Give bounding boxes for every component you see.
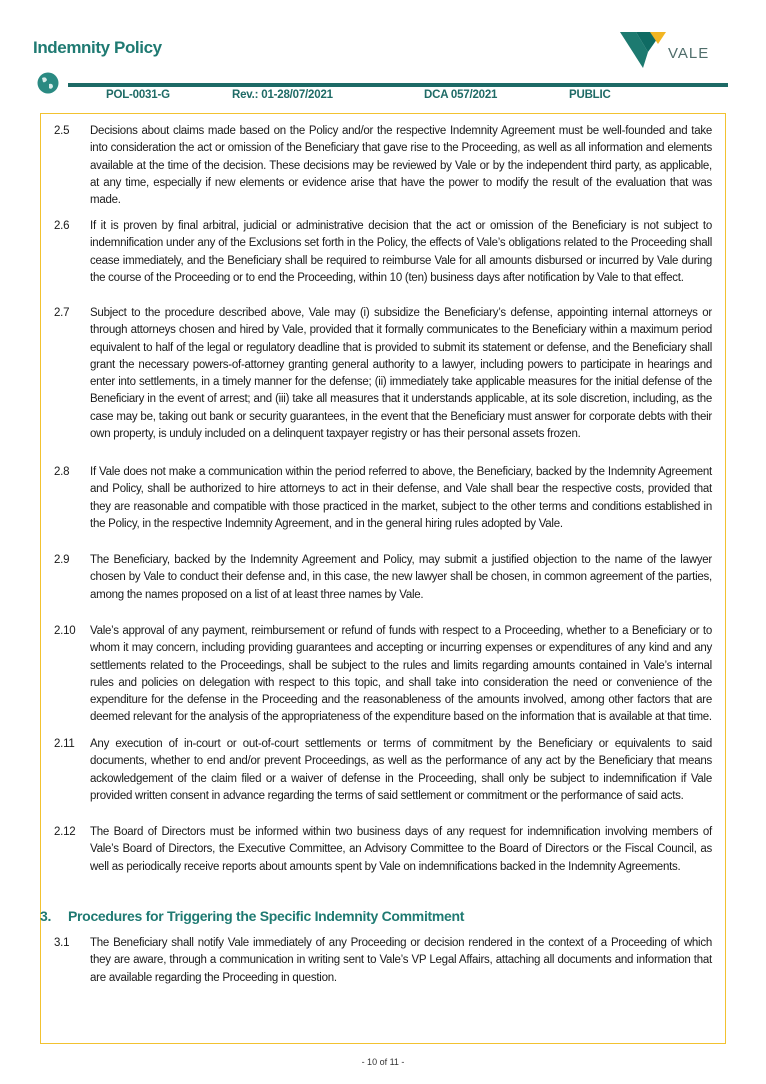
section-3-heading (40, 908, 464, 924)
clause-text: If Vale does not make a communication within the period referred to above, the Beneficiary, backed by the Indemnity Agreement and Policy, shall be authorized to hire attorneys to act in their defense, and Vale shall bear the respective costs, provided that they are reasonable and compatible with those practiced in the market, subject to the other terms and conditions established in the Policy, in the respective Indemnity Agreement, and in the general hiring rules adopted by Vale. (90, 466, 712, 530)
clause-number: 2.7 (54, 307, 70, 319)
clause-number: 2.6 (54, 220, 70, 232)
clause-text: The Board of Directors must be informed within two business days of any request for indemnification involving members of Vale’s Board of Directors, the Executive Committee, an Advisory Committee to the Board of Directors or the Fiscal Council, as well as periodically receive reports about amounts spent by Vale on indemnifications backed in the Indemnity Agreements. (90, 826, 712, 873)
clause-2-9 (54, 552, 712, 604)
clause-2-8 (54, 464, 712, 533)
clause-text: Vale’s approval of any payment, reimbursement or refund of funds with respect to a Proceeding, whether to a Beneficiary or to whom it may concern, including providing guarantees and accepting or incurring expenses or expenditures of any kind and any settlements related to the Proceedings, shall be subject to the rules and limits regarding amounts contained in Vale’s internal rules and policies on delegation with respect to this topic, and shall take into consideration the need or convenience of the expenditure for the defense in the Proceeding and the reasonableness of the amounts involved, among other factors that are deemed relevant for the analysis of the appropriateness of the expenditure based on the information that is available at that time. (90, 625, 712, 724)
clause-text: The Beneficiary shall notify Vale immediately of any Proceeding or decision rendered in the context of a Proceeding of which they are aware, through a communication in writing sent to Vale’s VP Legal Affairs, attaching all documents and information that are available regarding the Proceeding in question. (90, 937, 712, 984)
clause-3-1 (54, 935, 712, 987)
clause-2-12 (54, 824, 712, 876)
clause-text: Decisions about claims made based on the Policy and/or the respective Indemnity Agreement must be well-founded and take into consideration the act or omission of the Beneficiary that gave rise to the Proceeding, as well as all information and elements available at the time of the decision. These decisions may be reviewed by Vale or by the independent third party, as applicable, at any time, especially if new elements or evidence arise that have the power to modify the result of the evaluation that was made. (90, 125, 712, 207)
clause-number: 3.1 (54, 937, 70, 949)
clause-2-6 (54, 218, 712, 287)
section-title: Procedures for Triggering the Specific Indemnity Commitment (68, 908, 465, 924)
clause-2-5 (54, 123, 712, 209)
clause-number: 2.5 (54, 125, 70, 137)
clause-number: 2.12 (54, 826, 76, 838)
clause-number: 2.9 (54, 554, 70, 566)
clause-2-10 (54, 623, 712, 727)
document-title: Indemnity Policy (33, 38, 162, 57)
clause-text: The Beneficiary, backed by the Indemnity Agreement and Policy, may submit a justified objection to the name of the lawyer chosen by Vale to conduct their defense and, in this case, the new lawyer shall be chosen, in common agreement of the parties, among the names proposed on a list of at least three names by Vale. (90, 554, 712, 601)
clause-2-11 (54, 736, 712, 805)
doc-code: POL-0031-G (106, 89, 170, 101)
clause-text: If it is proven by final arbitral, judicial or administrative decision that the act or omission of the Beneficiary is not subject to indemnification under any of the Exclusions set forth in the Policy, the effects of Vale’s obligations related to the Proceeding shall cease immediately, and the Beneficiary shall be required to reimburse Vale for all amounts disbursed or incurred by Vale during the course of the Proceeding or to end the Proceeding, within 10 (ten) business days after notification by Vale to that effect. (90, 220, 712, 284)
classification: PUBLIC (569, 89, 611, 101)
clause-number: 2.11 (54, 738, 75, 750)
header-divider (68, 83, 728, 87)
dca-number: DCA 057/2021 (424, 89, 498, 101)
clause-text: Subject to the procedure described above, Vale may (i) subsidize the Beneficiary’s defense, appointing internal attorneys or through attorneys chosen and hired by Vale, provided that it formally communicates to the Beneficiary within a maximum period equivalent to half of the legal or regulatory deadline that is provided to submit its statement or defense, and the Beneficiary shall grant the necessary powers-of-attorney granting general authority to a lawyer, including powers to participate in hearings and enter into settlements, in a timely manner for the defense; (ii) immediately take applicable measures for the initial defense of the Beneficiary in the event of arrest; and (iii) take all measures that it understands applicable, at its sole discretion, including, as the case may be, taking out bank or security guarantees, in the event that the Beneficiary must answer for corporate debts with their own property, is unduly included on a delinquent taxpayer registry or has their personal assets frozen. (90, 307, 712, 441)
revision: Rev.: 01-28/07/2021 (232, 89, 333, 101)
globe-icon (37, 72, 59, 94)
clause-number: 2.10 (54, 625, 76, 637)
clause-2-7 (54, 305, 712, 443)
clause-text: Any execution of in-court or out-of-court settlements or terms of commitment by the Beneficiary or equivalents to said documents, whether to end and/or prevent Proceedings, as well as the performance of any act by the Beneficiary that means ackowledgement of the claim filed or a waiver of defense in the Proceeding, shall only be subject to indemnification if Vale provided written consent in advance regarding the terms of said settlement or commitment or the performance of said acts. (90, 738, 712, 802)
logo-text: VALE (668, 45, 710, 62)
page-number: - 10 of 11 - (361, 1057, 405, 1067)
section-number: 3. (40, 908, 52, 924)
clause-number: 2.8 (54, 466, 70, 478)
